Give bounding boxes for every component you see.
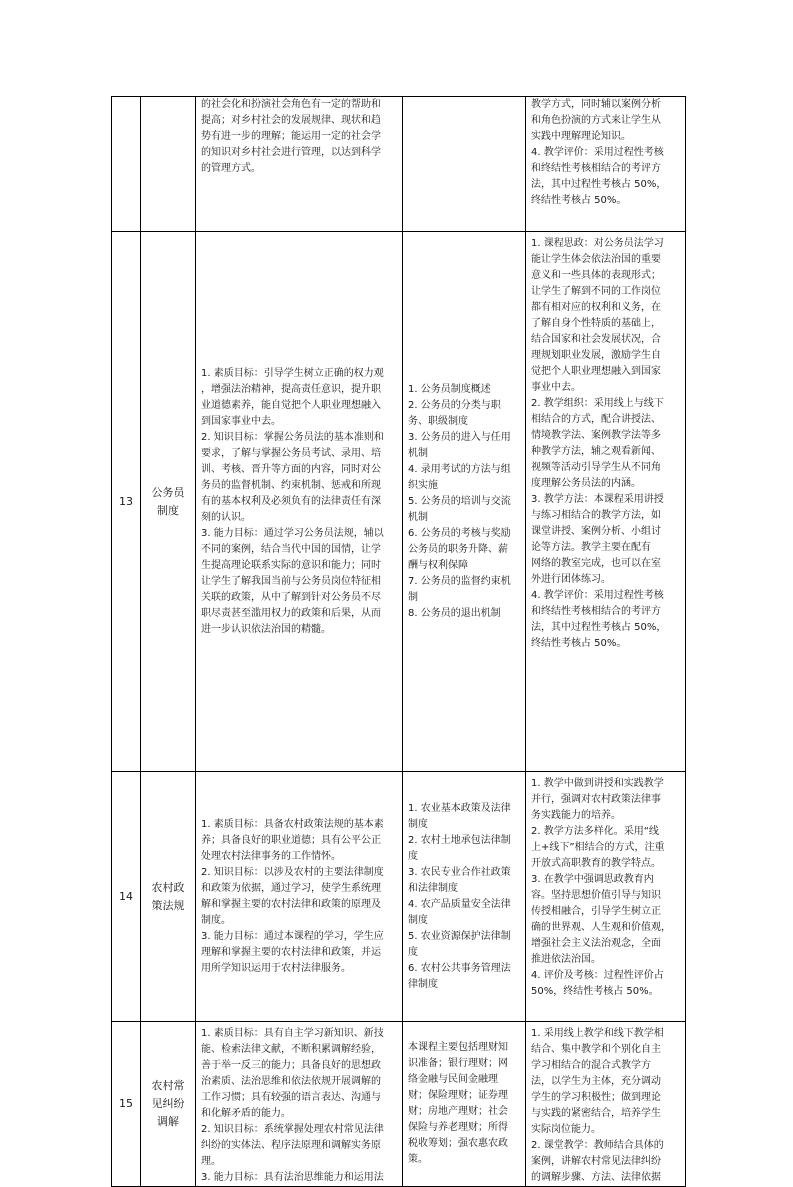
content-item: 6. 公务员的考核与奖励 公务员的职务升降、薪 酬与权利保障 [408, 527, 511, 571]
objective-text: 1. 素质目标：具备农村政策法规的基本素 养；具备良好的职业道德；具有公平公正 处理农村法律事务的工作情怀。 [201, 818, 384, 862]
table-row [112, 772, 686, 1022]
content-cell [403, 232, 526, 772]
objective-text: 3. 能力目标：通过本课程的学习，学生应 理解和掌握主要的农村法律和政策，并运 用所学知识运用于农村法律服务。 [201, 930, 384, 974]
objective-text: 3. 能力目标：具有法治思维能力和运用法 [201, 1172, 384, 1183]
content-cell [403, 772, 526, 1022]
content-item: 5. 农业资源保护法律制 度 [408, 930, 511, 958]
content-item: 8. 公务员的退出机制 [408, 607, 501, 619]
teaching-text: 4. 教学评价：采用过程性考核 和终结性考核相结合的考评方 法，其中过程性考核占 50%， 终结性考核占 50%。 [531, 147, 667, 206]
objectives-cell [196, 772, 403, 1022]
course-name [141, 97, 196, 232]
teaching-text: 2. 教学方法多样化。采用“线 上+线下”相结合的方式，注重 开放式高职教育的教学特点。 [531, 826, 665, 869]
content-item: 2. 公务员的分类与职 务、职级制度 [408, 399, 501, 427]
objective-text: 2. 知识目标：以涉及农村的主要法律制度 和政策为依据，通过学习，使学生系统理 解和掌握主要的农村法律和政策的原理及 制度。 [201, 866, 384, 926]
course-name: 农村政 策法规 [141, 772, 196, 1022]
content-item: 3. 农民专业合作社政策 和法律制度 [408, 866, 511, 894]
teaching-cell [526, 232, 686, 772]
row-number: 15 [112, 1022, 141, 1187]
content-item: 4. 录用考试的方法与组 织实施 [408, 463, 511, 491]
teaching-text: 2. 课堂教学：教师结合具体的 案例，讲解农村常见法律纠纷 的调解步骤、方法、法律依据 [531, 1140, 664, 1183]
objectives-cell [196, 97, 403, 232]
content-item: 本课程主要包括理财知 识准备；银行理财；网 络金融与民间金融理 财；保险理财；证券理 财；房地产理财；社会 保险与养老理财；所得 税收筹划；强农惠农政 策。 [408, 1042, 508, 1165]
course-table [111, 96, 686, 1187]
objective-text: 2. 知识目标：系统掌握处理农村常见法律 纠纷的实体法、程序法原理和调解实务原 理。 [201, 1124, 384, 1167]
teaching-cell [526, 97, 686, 232]
objective-text: 1. 素质目标：引导学生树立正确的权力观 ，增强法治精神，提高责任意识，提升职 业道德素养，能自觉把个人职业理想融入 到国家事业中去。 [201, 367, 384, 427]
table-row [112, 232, 686, 772]
table-row [112, 97, 686, 232]
row-number [112, 97, 141, 232]
content-cell [403, 1022, 526, 1187]
content-item: 2. 农村土地承包法律制 度 [408, 834, 511, 862]
teaching-text: 3. 在教学中强调思政教育内 容。坚持思想价值引导与知识 传授相融合，引导学生树立正 确的世界观、人生观和价值观， 增强社会主义法治观念，全面 推进依法治国。 [531, 874, 671, 965]
row-number: 14 [112, 772, 141, 1022]
content-item: 6. 农村公共事务管理法 律制度 [408, 962, 511, 990]
content-cell [403, 97, 526, 232]
objective-text: 3. 能力目标：通过学习公务员法规，辅以 不同的案例，结合当代中国的国情，让学 生提高理论联系实际的意识和能力；同时 让学生了解我国当前与公务员岗位特征相 关联的政策，从中了解到针对公务员不尽 职尽责甚至滥用权力的政策和后果，从而 进一步认识依法治国的精髓。 [201, 527, 384, 635]
content-item: 1. 公务员制度概述 [408, 383, 491, 395]
content-item: 1. 农业基本政策及法律 制度 [408, 802, 511, 830]
table-row [112, 1022, 686, 1187]
objectives-cell [196, 232, 403, 772]
teaching-text: 4. 评价及考核：过程性评价占 50%，终结性考核占 50%。 [531, 970, 664, 997]
course-name: 公务员 制度 [141, 232, 196, 772]
teaching-text: 教学方式，同时辅以案例分析 和角色扮演的方式来让学生从 实践中理解理论知识。 [531, 99, 661, 142]
teaching-text: 1. 教学中做到讲授和实践教学 并行，强调对农村政策法律事 务实践能力的培养。 [531, 778, 664, 821]
objective-text: 2. 知识目标：掌握公务员法的基本准则和 要求，了解与掌握公务员考试、录用、培 训、考核、晋升等方面的内容，同时对公 务员的监督机制、约束机制、惩戒和所现 有的基本权利及必须负有的法律责任有深 刻的认识。 [201, 431, 384, 523]
objective-text: 的社会化和扮演社会角色有一定的帮助和 提高；对乡村社会的发展规律、现状和趋 势有进一步的理解；能运用一定的社会学 的知识对乡村社会进行管理，以达到科学 的管理方式。 [201, 99, 381, 174]
row-number: 13 [112, 232, 141, 772]
content-item: 3. 公务员的进入与任用 机制 [408, 431, 511, 459]
teaching-cell [526, 1022, 686, 1187]
content-item: 4. 农产品质量安全法律 制度 [408, 898, 511, 926]
content-item: 5. 公务员的培训与交流 机制 [408, 495, 511, 523]
content-item: 7. 公务员的监督约束机 制 [408, 575, 511, 603]
teaching-text: 4. 教学评价：采用过程性考核 和终结性考核相结合的考评方 法，其中过程性考核占 50%， 终结性考核占 50%。 [531, 590, 667, 649]
teaching-text: 2. 教学组织：采用线上与线下 相结合的方式，配合讲授法、 情境教学法、案例教学法等多 种教学方法，辅之观看新闻、 视频等活动引导学生从不同角 度理解公务员法的内涵。 [531, 398, 664, 489]
teaching-cell [526, 772, 686, 1022]
course-name: 农村常 见纠纷 调解 [141, 1022, 196, 1187]
teaching-text: 1. 采用线上教学和线下教学相 结合、集中教学和个别化自主 学习相结合的混合式教学方 法，以学生为主体，充分调动 学生的学习积极性；做到理论 与实践的紧密结合，培养学生 实际岗位能力。 [531, 1028, 664, 1135]
objectives-cell [196, 1022, 403, 1187]
teaching-text: 1. 课程思政：对公务员法学习 能让学生体会依法治国的重要 意义和一些具体的表现形式； 让学生了解到不同的工作岗位 都有相对应的权利和义务，在 了解自身个性特质的基础上， 结合国家和社会发展状况，合 理规划职业发展，激励学生自 觉把个人职业理想融入到国家 事业中去。 [531, 238, 664, 393]
teaching-text: 3. 教学方法：本课程采用讲授 与练习相结合的教学方法，如 课堂讲授、案例分析、小组讨 论等方法。教学主要在配有 网络的教室完成，也可以在室 外进行团体练习。 [531, 494, 664, 585]
objective-text: 1. 素质目标：具有自主学习新知识、新技 能、检索法律文献，不断积累调解经验， 善于举一反三的能力；具备良好的思想政 治素质、法治思维和依法依规开展调解的 工作习惯；具有较强的语言表达、沟通与 和化解矛盾的能力。 [201, 1028, 384, 1119]
